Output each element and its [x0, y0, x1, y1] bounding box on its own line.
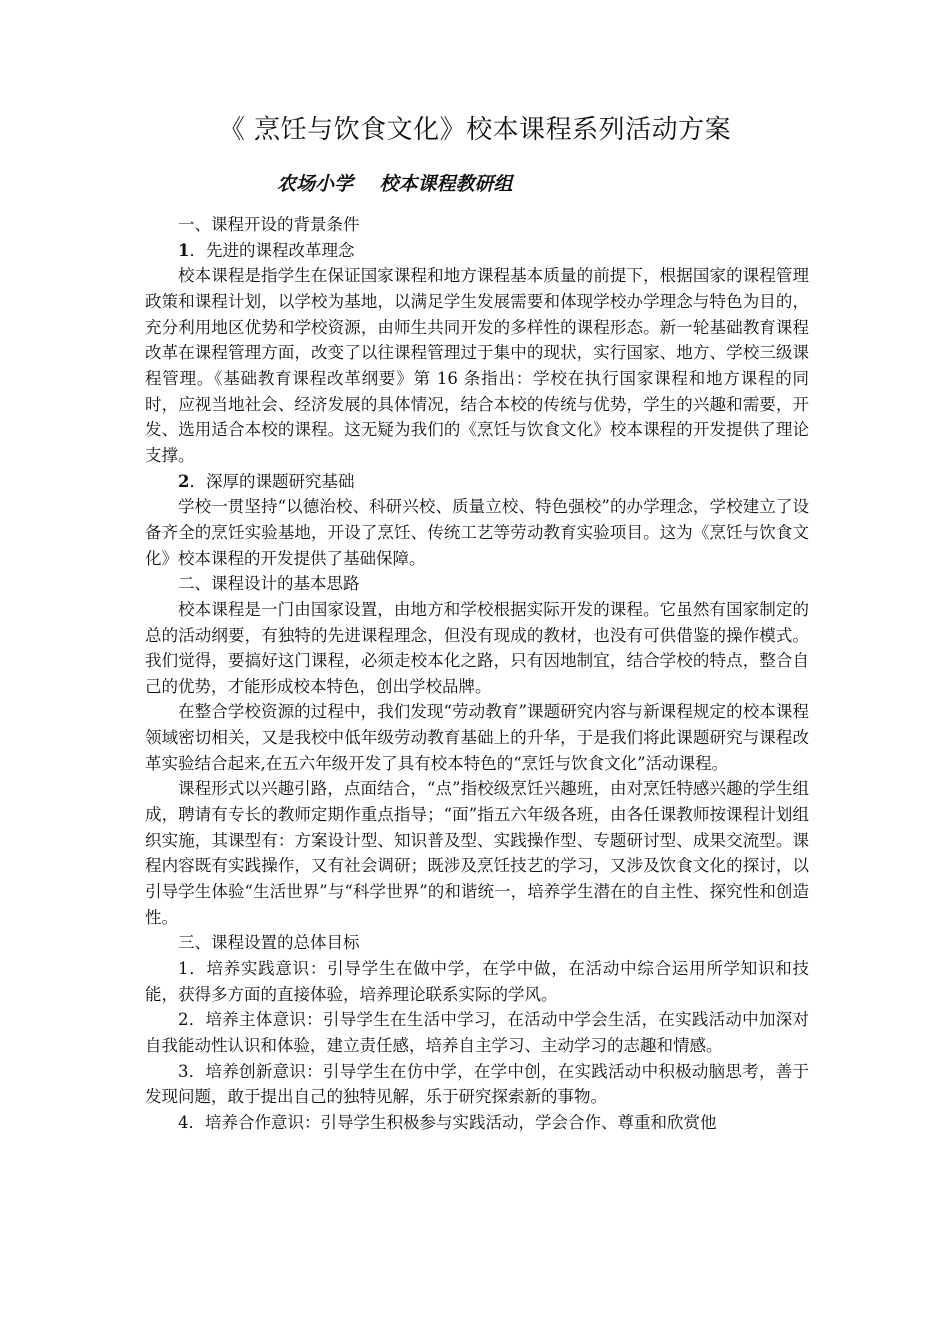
- section-heading-2: 二、课程设计的基本思路: [178, 574, 360, 594]
- paragraph: 校本课程是指学生在保证国家课程和地方课程基本质量的前提下，根据国家的课程管理政策和课程计划，以学校为基地，以满足学生发展需要和体现学校办学理念与特色为目的，充分利用地区优势和学校资源，由师生共同开发的多样性的课程形态。新一轮基础教育课程改革在课程管理方面，改变了以往课程管理过于集中的现状，实行国家、地方、学校三级课程管理。《基础教育课程改革纲要》第 16 条指出：学校在执行国家课程和地方课程的同时，应视当地社会、经济发展的具体情况，结合本校的传统与优势，学生的兴趣和需要，开发、选用适合本校的课程。这无疑为我们的《烹饪与饮食文化》校本课程的开发提供了理论支撑。: [145, 266, 809, 465]
- goal-item: 4．培养合作意识：引导学生积极参与实践活动，学会合作、尊重和欣赏他: [178, 1112, 717, 1132]
- section-heading-3: 三、课程设置的总体目标: [178, 933, 360, 953]
- paragraph: 课程形式以兴趣引路，点面结合，“点”指校级烹饪兴趣班，由对烹饪特感兴趣的学生组成，聘请有专长的教师定期作重点指导；“面”指五六年级各班，由各任课教师按课程计划组织实施，其课型有：方案设计型、知识普及型、实践操作型、专题研讨型、成果交流型。课程内容既有实践操作，又有社会调研；既涉及烹饪技艺的学习，又涉及饮食文化的探讨，以引导学生体验“生活世界”与“科学世界”的和谐统一，培养学生潜在的自主性、探究性和创造性。: [145, 779, 809, 927]
- section-heading-1: 一、课程开设的背景条件: [178, 215, 360, 234]
- goal-item: 3．培养创新意识：引导学生在仿中学，在学中创，在实践活动中积极动脑思考，善于发现问题，敢于提出自己的独特见解，乐于研究探索新的事物。: [145, 1061, 809, 1107]
- document-body: [145, 212, 809, 1136]
- document-author: 农场小学 校本课程教研组: [277, 173, 513, 195]
- paragraph: 校本课程是一门由国家设置，由地方和学校根据实际开发的课程。它虽然有国家制定的总的活动纲要，有独特的先进课程理念，但没有现成的教材，也没有可供借鉴的操作模式。我们觉得，要搞好这门课程，必须走校本化之路，只有因地制宜，结合学校的特点，整合自己的优势，才能形成校本特色，创出学校品牌。: [145, 599, 809, 696]
- subheading-1-2: 2．深厚的课题研究基础: [178, 471, 355, 491]
- goal-item: 2．培养主体意识：引导学生在生活中学习，在活动中学会生活，在实践活动中加深对自我能动性认识和体验，建立责任感，培养自主学习、主动学习的志趣和情感。: [145, 1010, 809, 1055]
- subheading-1-1: 1．先进的课程改革理念: [178, 240, 355, 260]
- paragraph: 在整合学校资源的过程中，我们发现“劳动教育”课题研究内容与新课程规定的校本课程领域密切相关，又是我校中低年级劳动教育基础上的升华，于是我们将此课题研究与课程改革实验结合起来,在五六年级开发了具有校本特色的“烹饪与饮食文化”活动课程。: [145, 702, 809, 773]
- document-title: 《 烹饪与饮食文化》校本课程系列活动方案: [218, 115, 732, 145]
- goal-item: 1．培养实践意识：引导学生在做中学，在学中做，在活动中综合运用所学知识和技能，获得多方面的直接体验，培养理论联系实际的学风。: [145, 959, 809, 1004]
- paragraph: 学校一贯坚持“以德治校、科研兴校、质量立校、特色强校”的办学理念，学校建立了设备齐全的烹饪实验基地，开设了烹饪、传统工艺等劳动教育实验项目。这为《烹饪与饮食文化》校本课程的开发提供了基础保障。: [145, 497, 809, 568]
